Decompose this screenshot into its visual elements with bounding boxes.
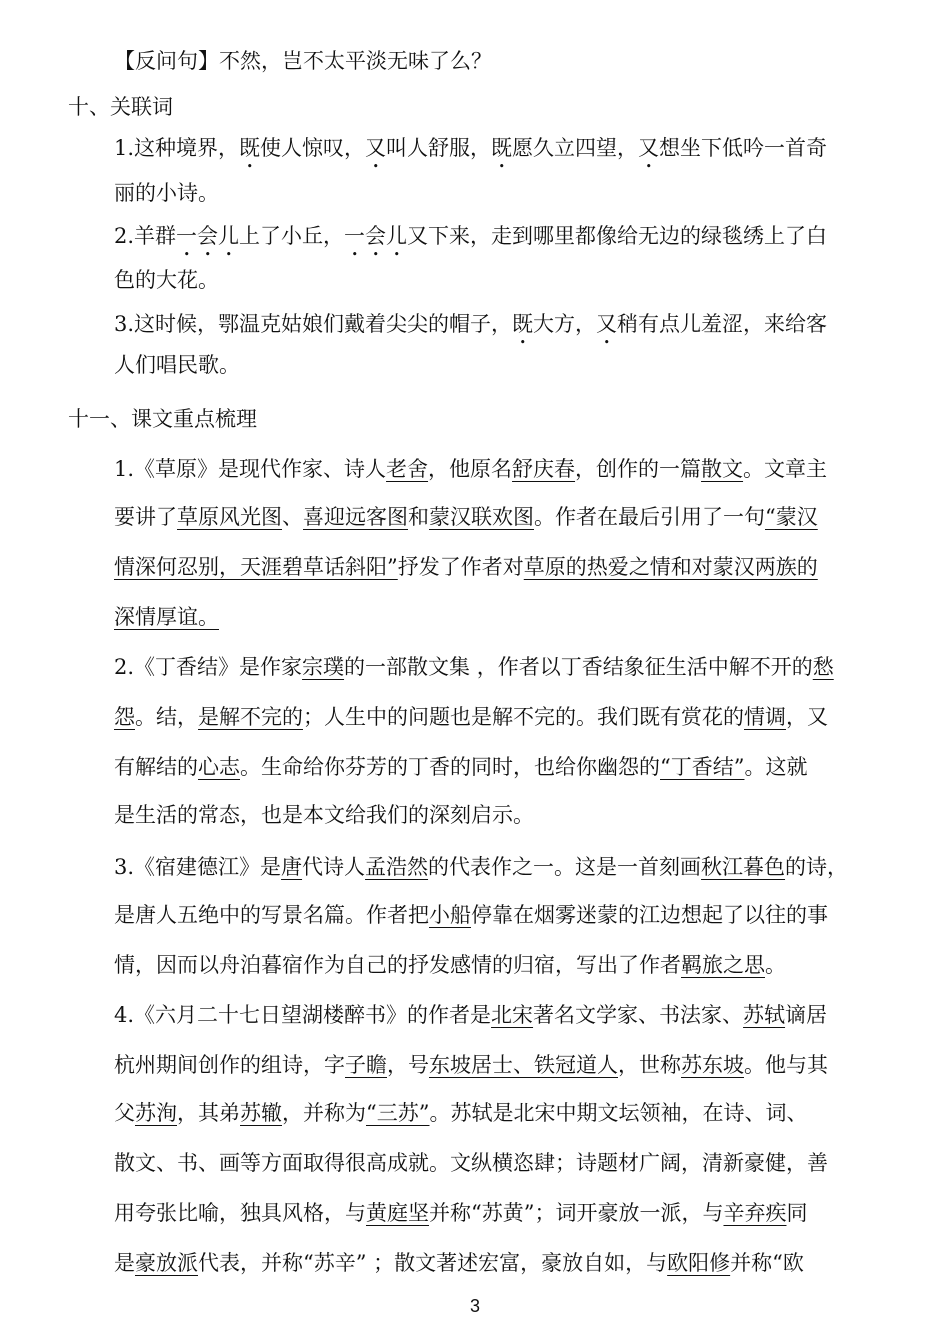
conjunction-item-2: 2.羊群一会儿上了小丘，一会儿又下来，走到哪里都像给无边的绿毯绣上了白 bbox=[114, 224, 828, 248]
key-point-2: 2.《丁香结》是作家宗璞的一部散文集 ，作者以丁香结象征生活中解不开的愁 bbox=[114, 655, 834, 679]
key-point-4-line-2: 杭州期间创作的组诗，字子瞻，号东坡居士、铁冠道人，世称苏东坡。他与其 bbox=[114, 1053, 828, 1077]
key-point-1: 1.《草原》是现代作家、诗人老舍，他原名舒庆春，创作的一篇散文。文章主 bbox=[114, 457, 828, 481]
key-point-4: 4.《六月二十七日望湖楼醉书》的作者是北宋著名文学家、书法家、苏轼谪居 bbox=[114, 1003, 828, 1027]
key-point-2-line-4: 是生活的常态，也是本文给我们的深刻启示。 bbox=[114, 803, 534, 827]
key-point-2-line-3: 有解结的心志。生命给你芬芳的丁香的同时，也给你幽怨的“丁香结”。这就 bbox=[114, 755, 808, 779]
section-heading-conjunctions: 十、关联词 bbox=[68, 95, 173, 119]
conjunction-item-3: 3.这时候，鄂温克姑娘们戴着尖尖的帽子，既大方，又稍有点儿羞涩，来给客 bbox=[114, 312, 828, 336]
key-point-1-line-4: 深情厚谊。 bbox=[114, 605, 219, 629]
section-heading-key-points: 十一、课文重点梳理 bbox=[68, 407, 257, 431]
key-point-4-line-3: 父苏洵，其弟苏辙，并称为“三苏”。苏轼是北宋中期文坛领袖，在诗、词、 bbox=[114, 1101, 808, 1125]
conjunction-item-1: 1.这种境界，既使人惊叹，又叫人舒服，既愿久立四望，又想坐下低吟一首奇 bbox=[114, 136, 828, 160]
key-point-4-line-5: 用夸张比喻，独具风格，与黄庭坚并称“苏黄”；词开豪放一派，与辛弃疾同 bbox=[114, 1201, 808, 1225]
key-point-1-line-3: 情深何忍别，天涯碧草话斜阳”抒发了作者对草原的热爱之情和对蒙汉两族的 bbox=[114, 555, 818, 579]
conjunction-item-1-cont: 丽的小诗。 bbox=[114, 181, 219, 205]
key-point-1-line-2: 要讲了草原风光图、喜迎远客图和蒙汉联欢图。作者在最后引用了一句“蒙汉 bbox=[114, 505, 818, 529]
key-point-3: 3.《宿建德江》是唐代诗人孟浩然的代表作之一。这是一首刻画秋江暮色的诗， bbox=[114, 855, 849, 879]
key-point-3-line-2: 是唐人五绝中的写景名篇。作者把小船停靠在烟雾迷蒙的江边想起了以往的事 bbox=[114, 903, 828, 927]
key-point-4-line-4: 散文、书、画等方面取得很高成就。文纵横恣肆；诗题材广阔，清新豪健，善 bbox=[114, 1151, 828, 1175]
conjunction-item-2-cont: 色的大花。 bbox=[114, 268, 219, 292]
key-point-3-line-3: 情，因而以舟泊暮宿作为自己的抒发感情的归宿，写出了作者羁旅之思。 bbox=[114, 953, 786, 977]
rhetorical-question-example: 【反问句】不然，岂不太平淡无味了么？ bbox=[114, 49, 492, 73]
conjunction-item-3-cont: 人们唱民歌。 bbox=[114, 353, 240, 377]
key-point-2-line-2: 怨。结，是解不完的；人生中的问题也是解不完的。我们既有赏花的情调，又 bbox=[114, 705, 828, 729]
page-number: 3 bbox=[469, 1296, 480, 1316]
key-point-4-line-6: 是豪放派代表，并称“苏辛” ；散文著述宏富，豪放自如，与欧阳修并称“欧 bbox=[114, 1251, 804, 1275]
